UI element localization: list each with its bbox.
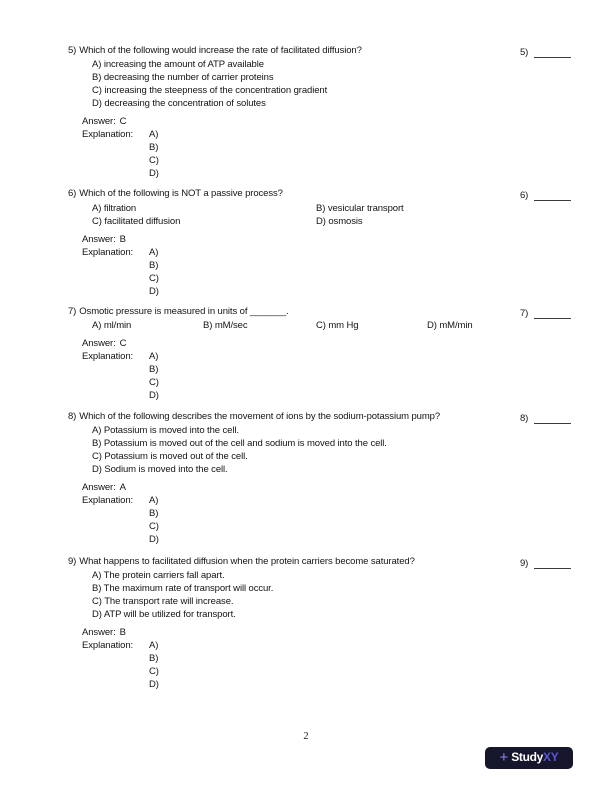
explanation-items xyxy=(149,639,580,691)
question-5 xyxy=(68,44,580,180)
question-number: 9) xyxy=(68,556,77,567)
options-grid xyxy=(92,319,580,332)
answer-blank-line xyxy=(534,190,571,201)
question-number: 8) xyxy=(68,411,77,422)
option: B) decreasing the number of carrier proteins xyxy=(92,72,274,83)
question-number: 7) xyxy=(68,306,77,317)
option: C) Potassium is moved out of the cell. xyxy=(92,451,248,462)
answer-line xyxy=(82,115,580,128)
option: C) mm Hg xyxy=(316,320,359,331)
explanation-item: A) xyxy=(149,495,159,506)
margin-question-number: 8) xyxy=(520,413,529,424)
question-text: Which of the following would increase the rate of facilitated diffusion? xyxy=(79,45,362,56)
explanation-item: B) xyxy=(149,364,159,375)
answer-label: Answer: xyxy=(82,482,116,493)
margin-answer-ref xyxy=(520,305,571,320)
question-text: What happens to facilitated diffusion when the protein carriers become saturated? xyxy=(79,556,415,567)
answer-value: C xyxy=(119,338,127,349)
answer-label: Answer: xyxy=(82,627,116,638)
explanation-item: C) xyxy=(149,666,159,677)
option: C) increasing the steepness of the concentration gradient xyxy=(92,85,328,96)
explanation-items xyxy=(149,350,580,402)
answer-blank-line xyxy=(534,413,571,424)
explanation-items xyxy=(149,128,580,180)
explanation-item: B) xyxy=(149,653,159,664)
explanation-label: Explanation: xyxy=(82,640,134,651)
option: D) decreasing the concentration of solutes xyxy=(92,98,266,109)
explanation-block xyxy=(82,128,580,180)
option: B) vesicular transport xyxy=(316,203,404,214)
explanation-item: C) xyxy=(149,273,159,284)
explanation-block xyxy=(82,494,580,546)
option: D) mM/min xyxy=(427,320,473,331)
margin-answer-ref xyxy=(520,555,571,570)
explanation-item: B) xyxy=(149,142,159,153)
answer-line xyxy=(82,626,580,639)
answer-value: C xyxy=(119,116,127,127)
answer-line xyxy=(82,481,580,494)
plus-icon: + xyxy=(499,748,509,766)
answer-blank-line xyxy=(534,47,571,58)
question-number: 6) xyxy=(68,188,77,199)
option: D) Sodium is moved into the cell. xyxy=(92,464,228,475)
question-6 xyxy=(68,187,580,298)
option: A) increasing the amount of ATP available xyxy=(92,59,264,70)
margin-question-number: 5) xyxy=(520,47,529,58)
options-grid xyxy=(92,202,580,228)
explanation-label: Explanation: xyxy=(82,129,134,140)
margin-answer-ref xyxy=(520,187,571,202)
options-list xyxy=(92,58,580,110)
question-9 xyxy=(68,555,580,691)
option: B) The maximum rate of transport will occur. xyxy=(92,583,274,594)
explanation-block xyxy=(82,350,580,402)
question-number: 5) xyxy=(68,45,77,56)
options-list xyxy=(92,569,580,621)
option: B) mM/sec xyxy=(203,320,248,331)
explanation-item: A) xyxy=(149,351,159,362)
answer-line xyxy=(82,233,580,246)
question-text: Which of the following describes the movement of ions by the sodium-potassium pump? xyxy=(79,411,441,422)
explanation-item: D) xyxy=(149,286,159,297)
answer-value: B xyxy=(119,234,126,245)
answer-label: Answer: xyxy=(82,234,116,245)
margin-question-number: 6) xyxy=(520,190,529,201)
logo-text-primary: Study xyxy=(511,750,544,764)
question-7 xyxy=(68,305,580,402)
studyxy-logo xyxy=(485,747,573,769)
margin-question-number: 7) xyxy=(520,308,529,319)
question-text: Osmotic pressure is measured in units of _______. xyxy=(79,306,289,317)
question-text-line xyxy=(68,305,580,318)
answer-value: A xyxy=(119,482,126,493)
explanation-label: Explanation: xyxy=(82,495,134,506)
explanation-item: D) xyxy=(149,168,159,179)
option: A) The protein carriers fall apart. xyxy=(92,570,225,581)
margin-answer-ref xyxy=(520,44,571,59)
explanation-item: A) xyxy=(149,129,159,140)
explanation-item: D) xyxy=(149,534,159,545)
logo-text-accent: XY xyxy=(543,750,559,764)
explanation-label: Explanation: xyxy=(82,247,134,258)
question-text: Which of the following is NOT a passive process? xyxy=(79,188,283,199)
answer-value: B xyxy=(119,627,126,638)
option: A) filtration xyxy=(92,203,137,214)
answer-label: Answer: xyxy=(82,116,116,127)
explanation-label: Explanation: xyxy=(82,351,134,362)
answer-blank-line xyxy=(534,308,571,319)
answer-line xyxy=(82,337,580,350)
margin-answer-ref xyxy=(520,410,571,425)
option: A) ml/min xyxy=(92,320,132,331)
page-number: 2 xyxy=(303,731,309,742)
explanation-items xyxy=(149,246,580,298)
explanation-item: B) xyxy=(149,508,159,519)
explanation-item: A) xyxy=(149,247,159,258)
option: C) facilitated diffusion xyxy=(92,216,181,227)
explanation-item: D) xyxy=(149,679,159,690)
option: D) osmosis xyxy=(316,216,363,227)
margin-question-number: 9) xyxy=(520,558,529,569)
answer-label: Answer: xyxy=(82,338,116,349)
question-text-line xyxy=(68,555,580,568)
explanation-item: A) xyxy=(149,640,159,651)
question-text-line xyxy=(68,187,580,200)
option: A) Potassium is moved into the cell. xyxy=(92,425,239,436)
explanation-item: C) xyxy=(149,521,159,532)
logo-brand-text xyxy=(511,751,558,765)
question-8 xyxy=(68,410,580,546)
answer-blank-line xyxy=(534,558,571,569)
question-text-line xyxy=(68,410,580,423)
question-text-line xyxy=(68,44,580,57)
explanation-item: B) xyxy=(149,260,159,271)
explanation-block xyxy=(82,639,580,691)
options-list xyxy=(92,424,580,476)
option: B) Potassium is moved out of the cell and sodium is moved into the cell. xyxy=(92,438,387,449)
option: D) ATP will be utilized for transport. xyxy=(92,609,236,620)
explanation-item: D) xyxy=(149,390,159,401)
explanation-item: C) xyxy=(149,155,159,166)
explanation-item: C) xyxy=(149,377,159,388)
explanation-block xyxy=(82,246,580,298)
explanation-items xyxy=(149,494,580,546)
option: C) The transport rate will increase. xyxy=(92,596,234,607)
